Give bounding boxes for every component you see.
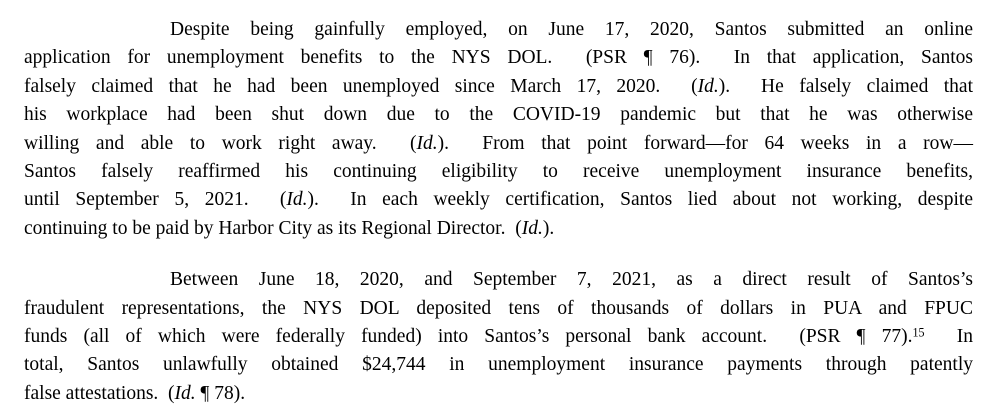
text-segment: ¶ 78). (195, 382, 246, 404)
text-segment: fraudulent representations, the NYS DOL deposited tens of thousands of dollars in PUA and FPUC (24, 297, 973, 319)
text-line (24, 16, 973, 44)
text-segment: Between June 18, 2020, and September 7, 2021, as a direct result of Santos’s (170, 269, 973, 291)
italic-citation: Id. (286, 189, 308, 211)
text-segment: continuing to be paid by Harbor City as its Regional Director. ( (24, 217, 522, 239)
text-segment: his workplace had been shut down due to the COVID-19 pandemic but that he was otherwise (24, 104, 973, 126)
text-segment: Despite being gainfully employed, on June 17, 2020, Santos submitted an online (170, 19, 973, 40)
text-segment: funds (all of which were federally funded) into Santos’s personal bank account. (PSR ¶ 77). (24, 326, 913, 348)
text-segment: willing and able to work right away. ( (24, 132, 417, 154)
text-segment: falsely claimed that he had been unemployed since March 17, 2020. ( (24, 75, 698, 97)
text-line (24, 158, 973, 186)
text-line (24, 380, 973, 408)
text-segment: ). From that point forward—for 64 weeks in a row— (437, 132, 973, 154)
text-segment: false attestations. ( (24, 382, 175, 404)
text-segment: In (924, 326, 974, 348)
paragraph-fraud-proceeds (24, 266, 973, 408)
text-segment: total, Santos unlawfully obtained $24,744 in unemployment insurance payments through patently (24, 354, 973, 376)
italic-citation: Id. (697, 75, 719, 97)
text-line (24, 186, 973, 214)
text-segment: application for unemployment benefits to the NYS DOL. (PSR ¶ 76). In that application, Santos (24, 47, 973, 69)
text-line (24, 295, 973, 323)
italic-citation: Id. (521, 217, 543, 239)
text-segment: ). (542, 217, 555, 239)
text-line (24, 323, 973, 351)
text-line (24, 101, 973, 129)
footnote-reference: 15 (912, 325, 925, 340)
italic-citation: Id. (416, 132, 438, 154)
text-line (24, 130, 973, 158)
text-line (24, 266, 973, 294)
text-segment: until September 5, 2021. ( (24, 189, 287, 211)
document-body (24, 16, 973, 408)
text-line (24, 44, 973, 72)
italic-citation: Id. (174, 382, 196, 404)
text-line (24, 215, 973, 243)
text-segment: ). He falsely claimed that (718, 75, 974, 97)
text-line (24, 351, 973, 379)
text-segment: ). In each weekly certification, Santos lied about not working, despite (307, 189, 973, 211)
text-line (24, 73, 973, 101)
paragraph-unemployment-application (24, 16, 973, 243)
text-segment: Santos falsely reaffirmed his continuing eligibility to receive unemployment insurance benefits, (24, 161, 973, 183)
